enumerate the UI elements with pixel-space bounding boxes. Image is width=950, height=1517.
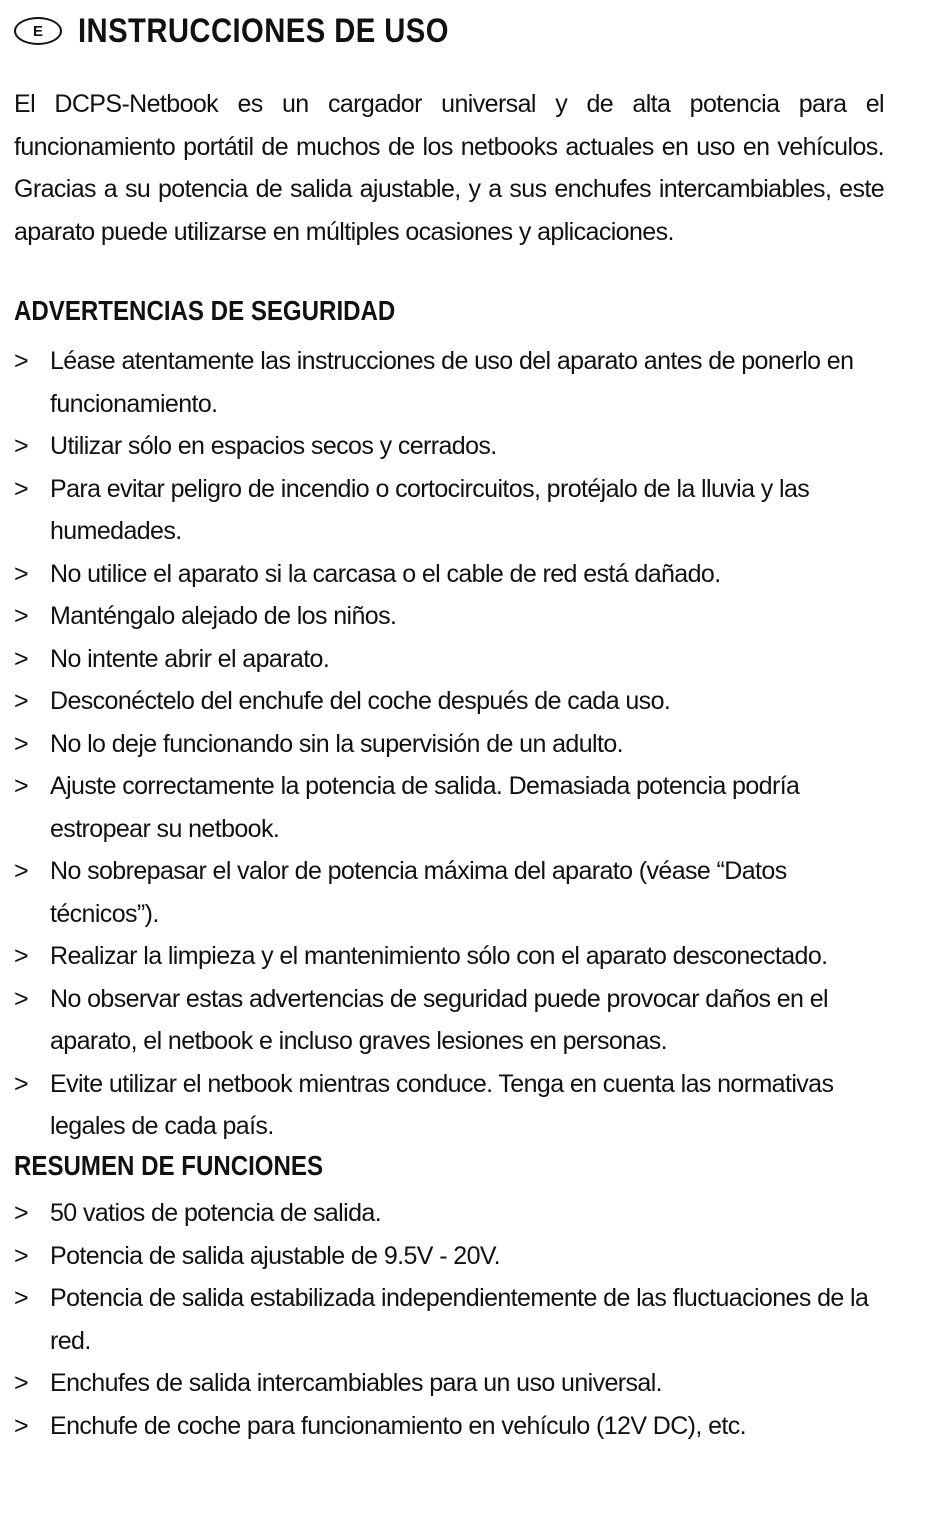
bullet-marker: > (14, 857, 28, 885)
safety-heading: ADVERTENCIAS DE SEGURIDAD (14, 295, 396, 326)
bullet-marker: > (14, 1411, 28, 1440)
list-item (14, 935, 894, 978)
list-item-text: Enchufe de coche para funcionamiento en vehículo (12V DC), etc. (50, 1411, 746, 1440)
list-item-text: No utilice el aparato si la carcasa o el cable de red está dañado. (50, 559, 721, 588)
list-item (14, 978, 894, 1063)
bullet-marker: > (14, 474, 28, 503)
list-item-text: Léase atentamente las instrucciones de uso del aparato antes de ponerlo en funcionamiento. (50, 347, 854, 418)
list-item-text: No sobrepasar el valor de potencia máxima del aparato (véase “Datos técnicos”). (50, 857, 787, 928)
list-item-text: Potencia de salida ajustable de 9.5V - 20V. (50, 1241, 501, 1270)
list-item-text: No lo deje funcionando sin la supervisión de un adulto. (50, 729, 623, 758)
list-item (14, 723, 894, 766)
list-item (14, 680, 894, 723)
page-title: INSTRUCCIONES DE USO (78, 11, 449, 50)
bullet-marker: > (14, 1284, 28, 1312)
list-item (14, 1362, 894, 1405)
bullet-marker: > (14, 984, 28, 1013)
list-item-text: Manténgalo alejado de los niños. (50, 602, 397, 630)
list-item-text: 50 vatios de potencia de salida. (50, 1199, 382, 1227)
list-item-text: Evite utilizar el netbook mientras conduce. Tenga en cuenta las normativas legales de cada país. (50, 1069, 834, 1140)
list-item-text: No observar estas advertencias de seguridad puede provocar daños en el aparato, el netbook e incluso graves lesiones en personas. (50, 984, 828, 1055)
list-item (14, 850, 894, 935)
bullet-marker: > (14, 347, 28, 375)
list-item-text: No intente abrir el aparato. (50, 644, 330, 673)
list-item-text: Potencia de salida estabilizada independientemente de las fluctuaciones de la red. (50, 1284, 869, 1355)
language-badge: E (14, 17, 62, 45)
safety-list (14, 340, 894, 1148)
bullet-marker: > (14, 1199, 28, 1227)
list-item-text: Para evitar peligro de incendio o cortocircuitos, protéjalo de la lluvia y las humedades. (50, 474, 810, 545)
bullet-marker: > (14, 432, 28, 460)
list-item (14, 468, 894, 553)
title-row (14, 8, 509, 54)
list-item (14, 340, 894, 425)
bullet-marker: > (14, 1369, 28, 1397)
bullet-marker: > (14, 687, 28, 715)
bullet-marker: > (14, 559, 28, 588)
list-item (14, 553, 894, 596)
list-item (14, 1405, 894, 1448)
list-item-text: Utilizar sólo en espacios secos y cerrados. (50, 432, 497, 460)
bullet-marker: > (14, 729, 28, 758)
bullet-marker: > (14, 1241, 28, 1270)
list-item (14, 1235, 894, 1278)
list-item (14, 1192, 894, 1235)
bullet-marker: > (14, 644, 28, 673)
bullet-marker: > (14, 772, 28, 800)
bullet-marker: > (14, 942, 28, 970)
functions-list (14, 1192, 894, 1447)
list-item (14, 765, 894, 850)
intro-paragraph: El DCPS-Netbook es un cargador universal y de alta potencia para el funcionamiento portátil de muchos de los netbooks actuales en uso en vehículos. Gracias a su potencia de salida ajustable, y a sus enchufes intercambiables, este aparato puede utilizarse en múltiples ocasiones y aplicaciones. (14, 90, 884, 246)
list-item (14, 425, 894, 468)
list-item-text: Realizar la limpieza y el mantenimiento sólo con el aparato desconectado. (50, 942, 828, 970)
list-item-text: Enchufes de salida intercambiables para un uso universal. (50, 1369, 663, 1397)
list-item (14, 1277, 894, 1362)
list-item (14, 595, 894, 638)
list-item (14, 1063, 894, 1148)
bullet-marker: > (14, 1069, 28, 1098)
functions-heading: RESUMEN DE FUNCIONES (14, 1150, 324, 1181)
list-item-text: Ajuste correctamente la potencia de salida. Demasiada potencia podría estropear su netbook. (50, 772, 800, 843)
list-item (14, 638, 894, 681)
list-item-text: Desconéctelo del enchufe del coche después de cada uso. (50, 687, 671, 715)
bullet-marker: > (14, 602, 28, 630)
